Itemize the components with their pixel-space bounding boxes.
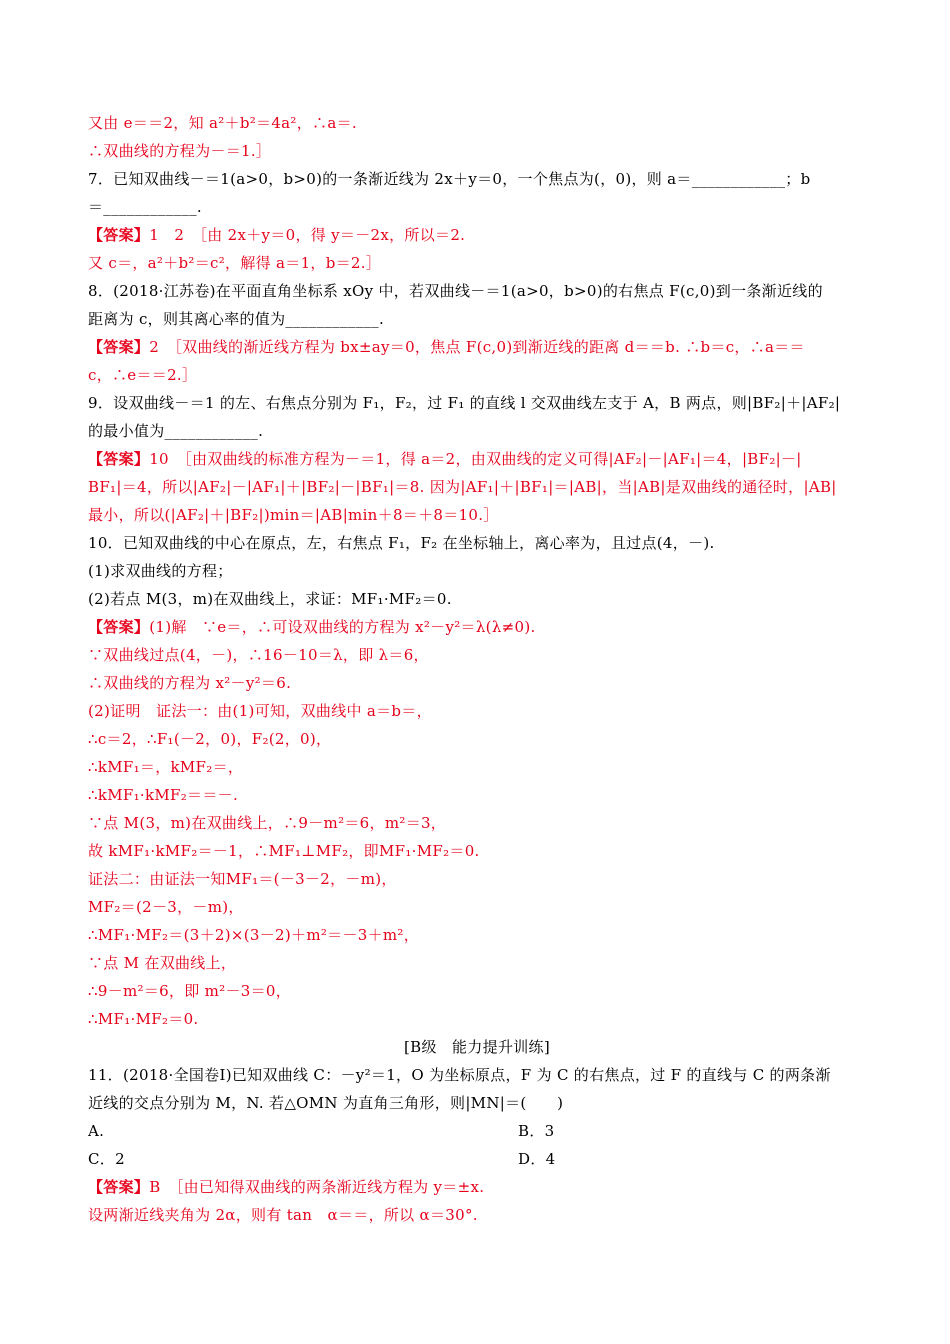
line-text: ∴双曲线的方程为 x²－y²＝6. xyxy=(88,674,292,692)
text-line xyxy=(88,420,866,442)
text-line xyxy=(88,924,866,946)
text-line xyxy=(88,588,866,610)
line-text: B ［由已知得双曲线的两条渐近线方程为 y＝±x. xyxy=(149,1178,485,1196)
line-text: ＝____________. xyxy=(88,198,202,216)
line-text: (1)解 ∵e＝，∴可设双曲线的方程为 x²－y²＝λ(λ≠0). xyxy=(149,618,536,636)
text-line xyxy=(88,784,866,806)
text-line xyxy=(88,308,866,330)
text-line xyxy=(88,644,866,666)
answer-tag: 【答案】 xyxy=(88,226,150,244)
text-line xyxy=(88,1176,866,1198)
text-line xyxy=(88,840,866,862)
line-text: 1 2 ［由 2x＋y＝0，得 y＝－2x，所以＝2. xyxy=(149,226,466,244)
text-line xyxy=(88,560,866,582)
line-text: ∴9－m²＝6，即 m²－3＝0， xyxy=(88,982,292,1000)
text-line xyxy=(88,336,866,358)
line-text: 近线的交点分别为 M，N. 若△OMN 为直角三角形，则|MN|＝( ) xyxy=(88,1094,564,1112)
line-text: 8．(2018·江苏卷)在平面直角坐标系 xOy 中，若双曲线－＝1(a>0，b>0)的右焦点 F(c,0)到一条渐近线的 xyxy=(88,282,823,300)
answer-tag: 【答案】 xyxy=(88,618,150,636)
line-text: c，∴e＝＝2.］ xyxy=(88,366,198,384)
line-text: ∴kMF₁·kMF₂＝＝－. xyxy=(88,786,239,804)
text-line xyxy=(88,812,866,834)
line-text: 又由 e＝＝2，知 a²＋b²＝4a²，∴a＝. xyxy=(88,114,357,132)
choice-row xyxy=(88,1148,866,1170)
text-line xyxy=(88,392,866,414)
text-line xyxy=(88,224,866,246)
text-line xyxy=(88,196,866,218)
text-line xyxy=(88,112,866,134)
text-line xyxy=(88,252,866,274)
text-line xyxy=(88,952,866,974)
text-line xyxy=(88,1204,866,1226)
text-line xyxy=(88,504,866,526)
line-text: 最小，所以(|AF₂|＋|BF₂|)min＝|AB|min＋8＝＋8＝10.］ xyxy=(88,506,499,524)
text-line xyxy=(88,1008,866,1030)
line-text: BF₁|＝4，所以|AF₂|－|AF₁|＋|BF₂|－|BF₁|＝8. 因为|AF₁|＋|BF₁|＝|AB|，当|AB|是双曲线的通径时，|AB| xyxy=(88,478,837,496)
text-line xyxy=(88,896,866,918)
text-line xyxy=(88,700,866,722)
choice-option: C．2 xyxy=(88,1150,125,1168)
line-text: ∴MF₁·MF₂＝0. xyxy=(88,1010,199,1028)
line-text: 证法二：由证法一知MF₁＝(－3－2，－m)， xyxy=(88,870,397,888)
text-line xyxy=(88,1092,866,1114)
line-text: ∴c＝2，∴F₁(－2，0)，F₂(2，0)， xyxy=(88,730,332,748)
text-line xyxy=(88,280,866,302)
line-text: [B级 能力提升训练] xyxy=(403,1038,551,1056)
text-line xyxy=(88,616,866,638)
text-line xyxy=(88,364,866,386)
answer-tag: 【答案】 xyxy=(88,450,150,468)
choice-row xyxy=(88,1120,866,1142)
text-line xyxy=(88,532,866,554)
text-line xyxy=(88,476,866,498)
text-line xyxy=(88,672,866,694)
line-text: MF₂＝(2－3，－m)， xyxy=(88,898,244,916)
line-text: ∵点 M(3，m)在双曲线上，∴9－m²＝6，m²＝3， xyxy=(88,814,447,832)
line-text: 10．已知双曲线的中心在原点，左，右焦点 F₁，F₂ 在坐标轴上，离心率为，且过点(4，－). xyxy=(88,534,715,552)
line-text: (2)若点 M(3，m)在双曲线上，求证：MF₁·MF₂＝0. xyxy=(88,590,452,608)
line-text: (1)求双曲线的方程； xyxy=(88,562,233,580)
text-line xyxy=(88,140,866,162)
text-line xyxy=(88,448,866,470)
line-text: 设两渐近线夹角为 2α，则有 tan α＝＝，所以 α＝30°. xyxy=(88,1206,478,1224)
choice-option: D．4 xyxy=(518,1150,556,1168)
line-text: 2 ［双曲线的渐近线方程为 bx±ay＝0，焦点 F(c,0)到渐近线的距离 d＝＝b. ∴b＝c，∴a＝＝ xyxy=(149,338,805,356)
line-text: 7．已知双曲线－＝1(a>0，b>0)的一条渐近线为 2x＋y＝0，一个焦点为(，0)，则 a＝____________；b xyxy=(88,170,811,188)
line-text: ∵双曲线过点(4，－)，∴16－10＝λ，即 λ＝6， xyxy=(88,646,429,664)
line-text: 距离为 c，则其离心率的值为____________. xyxy=(88,310,385,328)
answer-tag: 【答案】 xyxy=(88,1178,150,1196)
text-line xyxy=(88,168,866,190)
text-line xyxy=(88,1036,866,1058)
line-text: (2)证明 证法一：由(1)可知，双曲线中 a＝b＝， xyxy=(88,702,432,720)
line-text: ∴双曲线的方程为－＝1.］ xyxy=(88,142,272,160)
line-text: ∴kMF₁＝，kMF₂＝， xyxy=(88,758,244,776)
line-text: ∵点 M 在双曲线上， xyxy=(88,954,237,972)
choice-option: B．3 xyxy=(518,1122,555,1140)
line-text: 10 ［由双曲线的标准方程为－＝1，得 a＝2，由双曲线的定义可得|AF₂|－|AF₁|＝4，|BF₂|－| xyxy=(149,450,802,468)
answer-tag: 【答案】 xyxy=(88,338,150,356)
text-line xyxy=(88,756,866,778)
line-text: 9．设双曲线－＝1 的左、右焦点分别为 F₁，F₂，过 F₁ 的直线 l 交双曲线左支于 A，B 两点，则|BF₂|＋|AF₂| xyxy=(88,394,841,412)
text-line xyxy=(88,728,866,750)
text-line xyxy=(88,868,866,890)
line-text: 11．(2018·全国卷Ⅰ)已知双曲线 C：－y²＝1，O 为坐标原点，F 为 C 的右焦点，过 F 的直线与 C 的两条渐 xyxy=(88,1066,831,1084)
text-line xyxy=(88,1064,866,1086)
line-text: 又 c＝，a²＋b²＝c²，解得 a＝1，b＝2.］ xyxy=(88,254,382,272)
line-text: 故 kMF₁·kMF₂＝－1，∴MF₁⊥MF₂，即MF₁·MF₂＝0. xyxy=(88,842,480,860)
line-text: ∴MF₁·MF₂＝(3＋2)×(3－2)＋m²＝－3＋m²， xyxy=(88,926,420,944)
choice-option: A. xyxy=(88,1122,105,1140)
line-text: 的最小值为____________. xyxy=(88,422,264,440)
text-line xyxy=(88,980,866,1002)
